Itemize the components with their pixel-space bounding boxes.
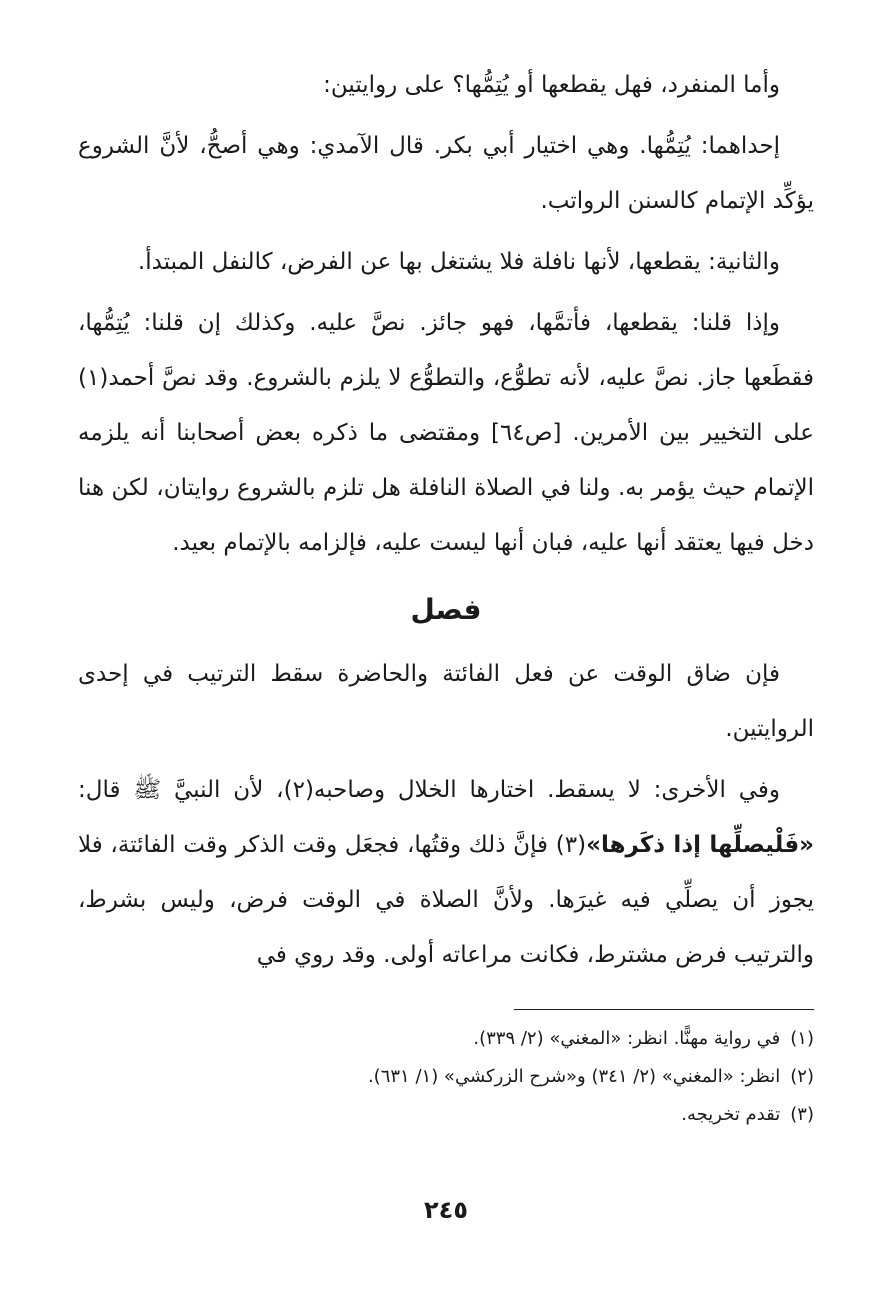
footnote-number: (٣) xyxy=(790,1104,814,1125)
footnote-text: انظر: «المغني» (٢/ ٣٤١) و«شرح الزركشي» (١/ ٦٣١). xyxy=(367,1066,781,1087)
footnote xyxy=(78,1020,814,1058)
paragraph: وأما المنفرد، فهل يقطعها أو يُتِمُّها؟ على روايتين: xyxy=(323,72,780,98)
footnote-number: (٢) xyxy=(790,1066,814,1087)
paragraph-text: (٣) فإنَّ ذلك وقتُها، فجعَل وقت الذكر وقت الفائتة، فلا يجوز أن يصلِّي فيه غيرَها. ولأنَّ الصلاة في الوقت فرض، وليس بشرط، والترتيب فرض مشترط، فكانت مراعاته أولى. وقد روي في xyxy=(78,832,814,968)
footnote-separator xyxy=(514,1009,814,1010)
section-heading: فصل xyxy=(410,593,482,626)
hadith-quote: «فَلْيصلِّها إذا ذكَرها» xyxy=(586,832,814,858)
footnote-text: تقدم تخريجه. xyxy=(681,1104,781,1125)
paragraph: وإذا قلنا: يقطعها، فأتمَّها، فهو جائز. نصَّ عليه. وكذلك إن قلنا: يُتِمُّها، فقطَعها جاز. نصَّ عليه، لأنه تطوُّع، والتطوُّع لا يلزم بالشروع. وقد نصَّ أحمد(١) على التخيير بين الأمرين. [ص٦٤] ومقتضى ما ذكره بعض أصحابنا أنه يلزمه الإتمام حيث يؤمر به. ولنا في الصلاة النافلة هل تلزم بالشروع روايتان، لكن هنا دخل فيها يعتقد أنها عليه، فبان أنها ليست عليه، فإلزامه بالإتمام بعيد. xyxy=(78,310,814,556)
footnote-number: (١) xyxy=(790,1028,814,1049)
paragraph: والثانية: يقطعها، لأنها نافلة فلا يشتغل بها عن الفرض، كالنفل المبتدأ. xyxy=(137,249,780,275)
paragraph-text: وفي الأخرى: لا يسقط. اختارها الخلال وصاحبه(٢)، لأن النبيَّ ﷺ قال: xyxy=(78,777,780,803)
page-number: ٢٤٥ xyxy=(424,1196,468,1224)
footnotes-list xyxy=(78,1020,814,1134)
footnote-text: في رواية مهنًّا. انظر: «المغني» (٢/ ٣٣٩). xyxy=(473,1028,781,1049)
paragraph: فإن ضاق الوقت عن فعل الفائتة والحاضرة سقط الترتيب في إحدى الروايتين. xyxy=(78,661,814,742)
footnote xyxy=(78,1058,814,1096)
page-body xyxy=(78,58,814,1134)
footnote xyxy=(78,1096,814,1134)
paragraph-with-hadith xyxy=(78,763,814,983)
paragraph: إحداهما: يُتِمُّها. وهي اختيار أبي بكر. قال الآمدي: وهي أصحُّ، لأنَّ الشروع يؤكِّد الإتمام كالسنن الرواتب. xyxy=(78,133,814,214)
